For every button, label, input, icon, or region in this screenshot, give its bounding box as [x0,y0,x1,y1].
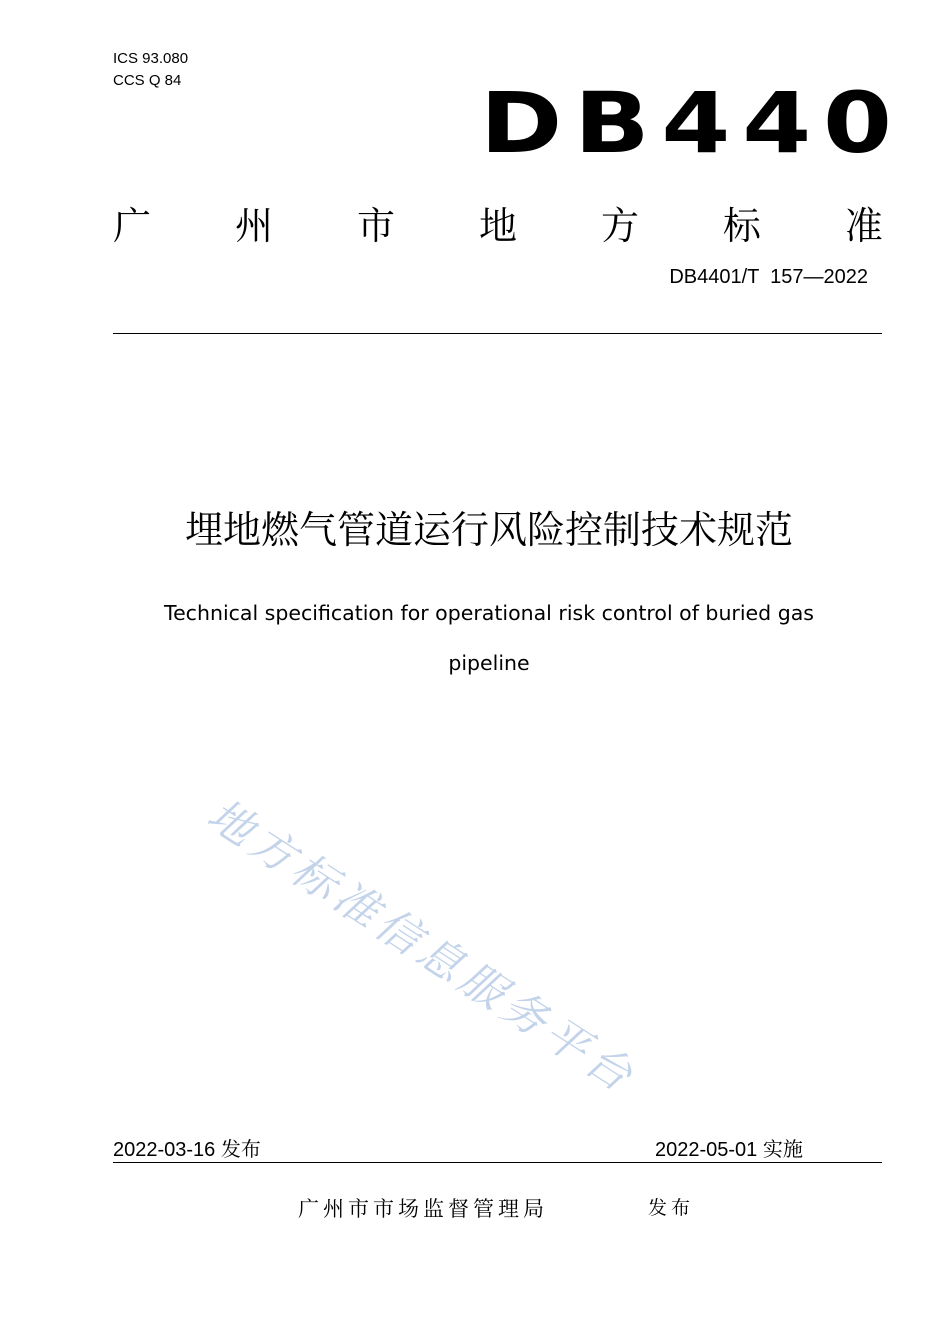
standard-type-char: 州 [234,204,273,248]
title-english-line-2: pipeline [448,651,530,675]
standard-type-char: 标 [722,204,761,248]
ccs-code: CCS Q 84 [113,72,182,89]
ics-code: ICS 93.080 [113,50,189,67]
bottom-divider [113,1162,882,1163]
title-english [0,588,950,688]
title-english-line-1: Technical specification for operational risk control of buried gas [164,601,814,625]
standard-type-char: 方 [600,204,639,248]
db-logo: DB440 [480,74,904,172]
standard-type-char: 地 [478,204,517,248]
title-chinese: 埋地燃气管道运行风险控制技术规范 [184,508,793,552]
implement-date: 2022-05-01 实施 [655,1139,803,1161]
watermark: 地方标准信息服务平台 [198,789,646,1105]
issuing-authority: 广州市市场监督管理局 [298,1197,548,1221]
standard-type-heading [113,200,883,252]
standard-type-char: 准 [844,204,883,248]
classification-codes [113,48,188,92]
standard-number: DB4401/T 157—2022 [669,266,868,288]
publish-date: 2022-03-16 发布 [113,1139,261,1161]
top-divider [113,333,882,334]
issue-label: 发布 [648,1197,695,1219]
standard-type-char: 广 [113,204,152,248]
standard-type-char: 市 [356,204,395,248]
